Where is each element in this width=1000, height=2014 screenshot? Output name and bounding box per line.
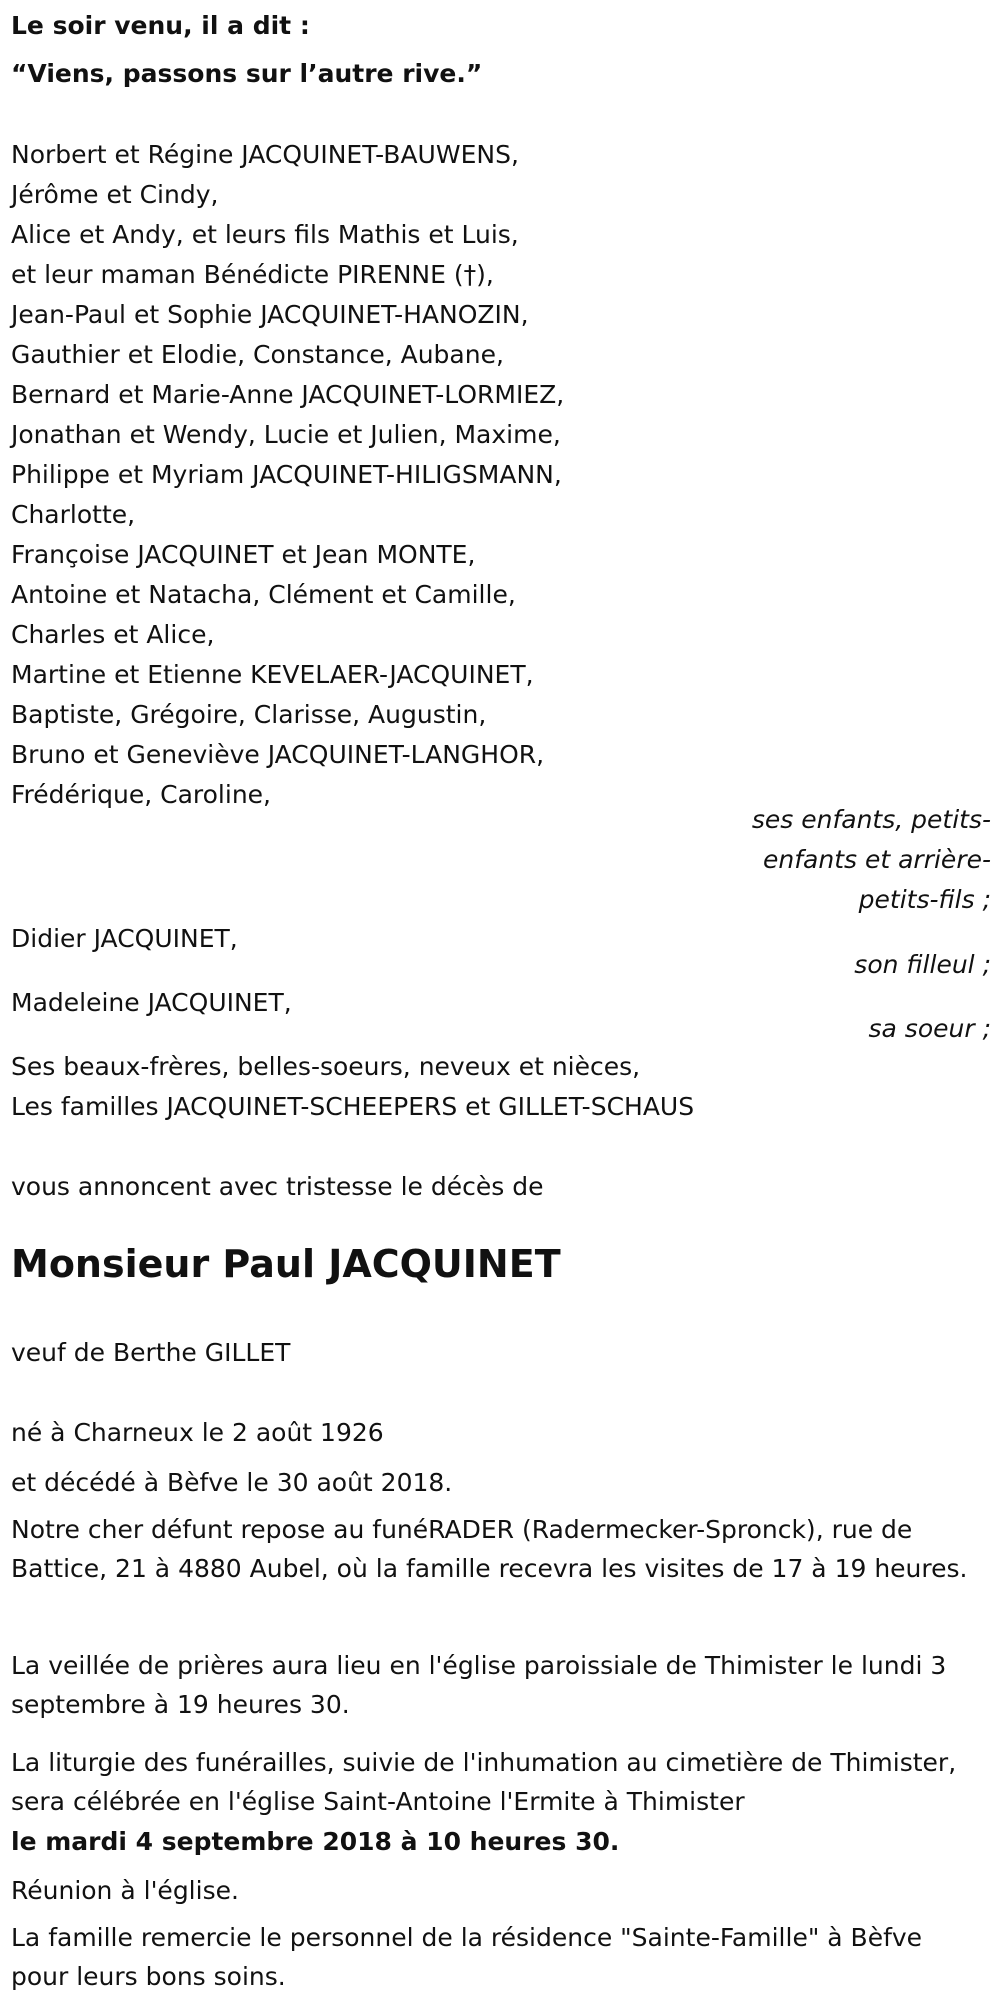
family-line: Antoine et Natacha, Clément et Camille, (11, 580, 516, 609)
relation-children-line: enfants et arrière- (763, 845, 991, 874)
thanks-paragraph: La famille remercie le personnel de la résidence "Sainte-Famille" à Bèfve pour leurs bons soins. (11, 1923, 923, 1991)
family-line: Martine et Etienne KEVELAER-JACQUINET, (11, 660, 534, 689)
sister-name: Madeleine JACQUINET, (11, 988, 292, 1017)
family-line: Jonathan et Wendy, Lucie et Julien, Maxime, (11, 420, 561, 449)
family-line: Alice et Andy, et leurs fils Mathis et Luis, (11, 220, 519, 249)
others-line: Ses beaux-frères, belles-soeurs, neveux et nièces, (11, 1052, 641, 1081)
quote-line-1: Le soir venu, il a dit : (11, 11, 310, 40)
death-text: et décédé à Bèfve le 30 août 2018. (11, 1468, 453, 1497)
relation-children-line: petits-fils ; (858, 885, 991, 914)
family-line: et leur maman Bénédicte PIRENNE (†), (11, 260, 494, 289)
family-line: Bernard et Marie-Anne JACQUINET-LORMIEZ, (11, 380, 565, 409)
family-line: Gauthier et Elodie, Constance, Aubane, (11, 340, 504, 369)
family-line: Françoise JACQUINET et Jean MONTE, (11, 540, 476, 569)
meeting-text: Réunion à l'église. (11, 1876, 239, 1905)
family-line: Jérôme et Cindy, (11, 180, 219, 209)
announcement-text: vous annoncent avec tristesse le décès de (11, 1172, 544, 1201)
sister-relation: sa soeur ; (868, 1014, 991, 1043)
family-line: Bruno et Geneviève JACQUINET-LANGHOR, (11, 740, 545, 769)
family-line: Philippe et Myriam JACQUINET-HILIGSMANN, (11, 460, 562, 489)
service-date: le mardi 4 septembre 2018 à 10 heures 30. (11, 1827, 620, 1856)
rest-paragraph: Notre cher défunt repose au funéRADER (Radermecker-Spronck), rue de Battice, 21 à 4880 Aubel, où la famille recevra les visites de 17 à 19 heures. (11, 1515, 968, 1583)
family-line: Charlotte, (11, 500, 136, 529)
liturgy-paragraph: La liturgie des funérailles, suivie de l'inhumation au cimetière de Thimister, sera célébrée en l'église Saint-Antoine l'Ermite à Thimister (11, 1748, 957, 1816)
family-line: Charles et Alice, (11, 620, 215, 649)
widower-text: veuf de Berthe GILLET (11, 1338, 291, 1367)
quote-line-2: “Viens, passons sur l’autre rive.” (11, 59, 483, 88)
others-line: Les familles JACQUINET-SCHEEPERS et GILLET-SCHAUS (11, 1092, 695, 1121)
godson-relation: son filleul ; (854, 950, 991, 979)
family-line: Jean-Paul et Sophie JACQUINET-HANOZIN, (11, 300, 529, 329)
family-line: Frédérique, Caroline, (11, 780, 271, 809)
family-line: Norbert et Régine JACQUINET-BAUWENS, (11, 140, 519, 169)
family-line: Baptiste, Grégoire, Clarisse, Augustin, (11, 700, 487, 729)
relation-children-line: ses enfants, petits- (751, 805, 991, 834)
deceased-name: Monsieur Paul JACQUINET (11, 1242, 561, 1286)
birth-text: né à Charneux le 2 août 1926 (11, 1418, 384, 1447)
godson-name: Didier JACQUINET, (11, 924, 238, 953)
vigil-paragraph: La veillée de prières aura lieu en l'église paroissiale de Thimister le lundi 3 septembre à 19 heures 30. (11, 1651, 947, 1719)
